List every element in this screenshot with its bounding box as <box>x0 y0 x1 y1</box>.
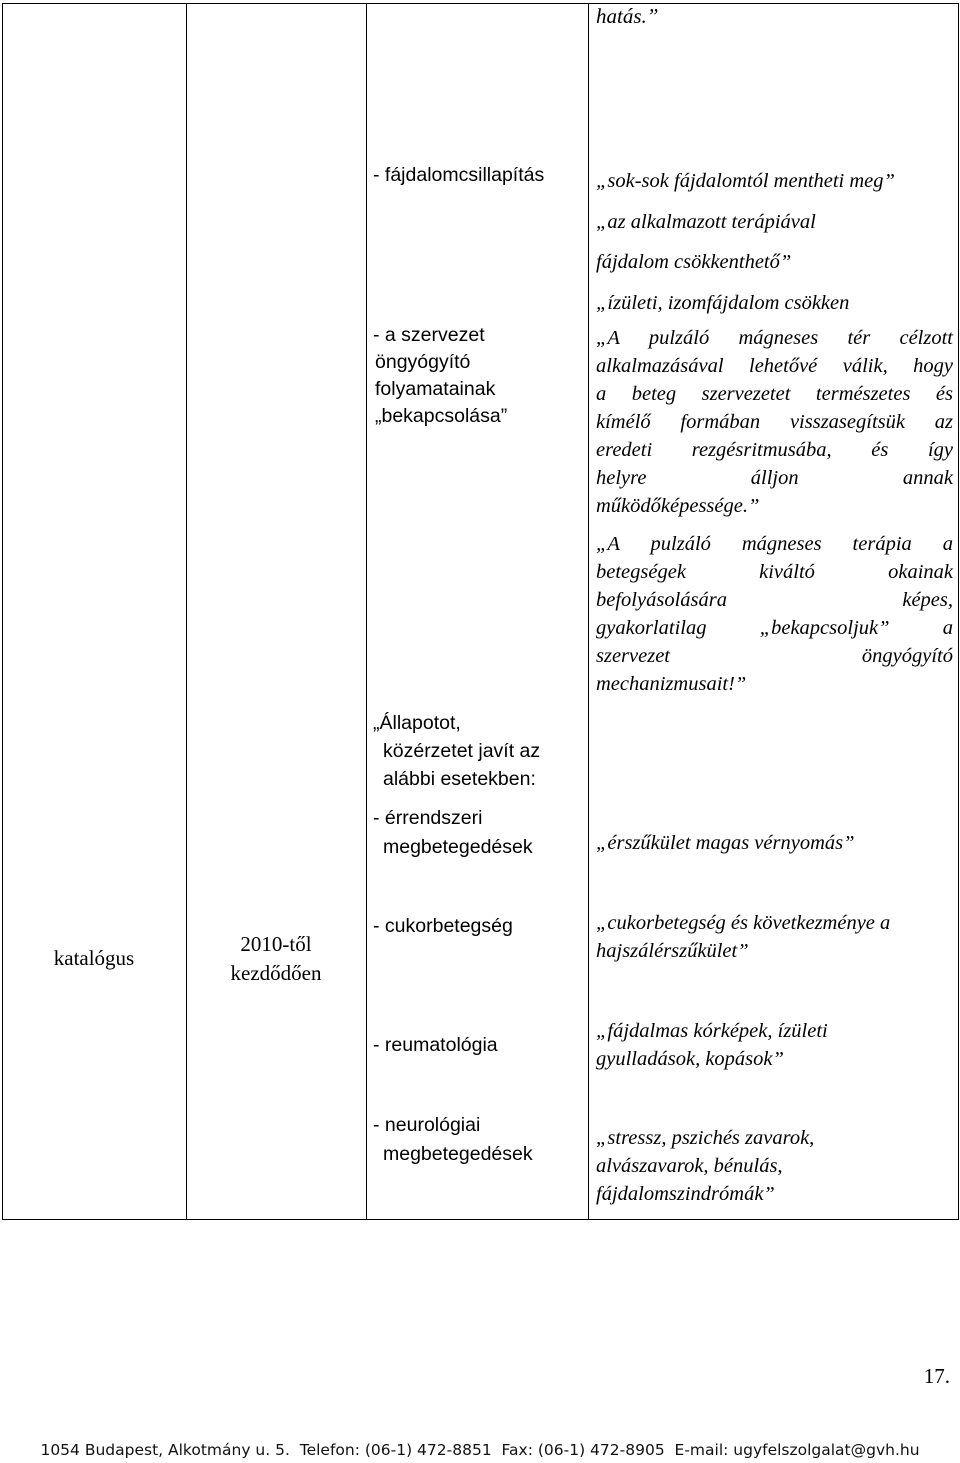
neuro-line: - neurológiai <box>373 1114 481 1136</box>
pain-quote: fájdalom csökkenthető” <box>596 251 792 273</box>
self-heal-line: „bekapcsolása” <box>375 405 508 427</box>
quote-line: gyakorlatilag „bekapcsoljuk” a <box>596 617 953 639</box>
neuro-quote <box>596 1124 953 1208</box>
quote-line: a beteg szervezetet természetes és <box>596 383 953 405</box>
vascular-quote: „érszűkület magas vérnyomás” <box>596 832 855 854</box>
page-number: 17. <box>923 1364 950 1388</box>
quote-line: betegségek kiváltó okainak <box>596 561 953 583</box>
quote-line: befolyásolására képes, <box>596 589 953 611</box>
self-healing-label <box>373 322 523 430</box>
condition-line: közérzetet javít az <box>383 740 541 762</box>
diabetes-quote <box>596 909 953 965</box>
quote-line: „fájdalmas kórképek, ízületi <box>596 1020 828 1042</box>
quote-line: kímélő formában visszasegítsük az <box>596 411 953 433</box>
table-border-bottom <box>2 1219 959 1220</box>
quote-line: szervezet öngyógyító <box>596 645 953 667</box>
circulatory-line: - érrendszeri <box>373 807 483 829</box>
self-heal-line: - a szervezet <box>373 324 485 346</box>
pain-quotes <box>596 161 953 323</box>
diabetes-label: - cukorbetegség <box>373 915 513 937</box>
magnetic-therapy-quote <box>596 530 953 698</box>
self-heal-line: öngyógyító <box>375 351 471 373</box>
period-label <box>186 930 366 988</box>
table-divider-col3 <box>366 3 367 1220</box>
effect-text: hatás.” <box>596 4 659 28</box>
quote-line: „A pulzáló mágneses terápia a <box>596 533 953 555</box>
quote-line: eredeti rezgésritmusába, és így <box>596 439 953 461</box>
quote-line: hajszálérszűkület” <box>596 940 749 962</box>
self-heal-line: folyamatainak <box>375 378 496 400</box>
quote-line: „cukorbetegség és következménye a <box>596 912 891 934</box>
rheumatology-label: - reumatológia <box>373 1034 498 1056</box>
period-line: 2010-től <box>240 932 312 956</box>
condition-line: alábbi esetekben: <box>383 768 536 790</box>
quote-line: gyulladások, kopások” <box>596 1048 784 1070</box>
quote-line: alkalmazásával lehetővé válik, hogy <box>596 355 953 377</box>
table-border-left <box>2 3 3 1220</box>
circulatory-label <box>373 804 583 862</box>
pain-quote: „sok-sok fájdalomtól mentheti meg” <box>596 170 895 192</box>
condition-line: „Állapotot, <box>373 712 461 734</box>
table-border-right <box>958 3 959 1220</box>
table-divider-col2 <box>186 3 187 1220</box>
quote-line: mechanizmusait!” <box>596 673 747 695</box>
footer-contact: 1054 Budapest, Alkotmány u. 5. Telefon: (06-1) 472-8851 Fax: (06-1) 472-8905 E-mail: ugyfelszolgalat@gvh.hu <box>40 1441 920 1459</box>
pain-quote: „az alkalmazott terápiával <box>596 210 816 233</box>
condition-label <box>373 709 573 793</box>
rheum-quote <box>596 1017 953 1073</box>
neurology-label <box>373 1111 583 1169</box>
neuro-line: megbetegedések <box>383 1143 533 1165</box>
pain-relief-label: - fájdalomcsillapítás <box>373 164 545 186</box>
table-divider-col4 <box>588 3 589 1220</box>
catalog-label: katalógus <box>53 946 135 970</box>
quote-line: helyre álljon annak <box>596 467 953 489</box>
magnetic-field-quote <box>596 324 953 520</box>
quote-line: „A pulzáló mágneses tér célzott <box>596 327 953 349</box>
quote-line: „stressz, pszichés zavarok, <box>596 1127 815 1149</box>
period-line: kezdődően <box>230 961 322 985</box>
pain-quote: „ízületi, izomfájdalom csökken <box>596 291 850 314</box>
circulatory-line: megbetegedések <box>383 836 533 858</box>
quote-line: működőképessége.” <box>596 495 760 517</box>
quote-line: alvászavarok, bénulás, <box>596 1155 783 1177</box>
quote-line: fájdalomszindrómák” <box>596 1183 775 1205</box>
